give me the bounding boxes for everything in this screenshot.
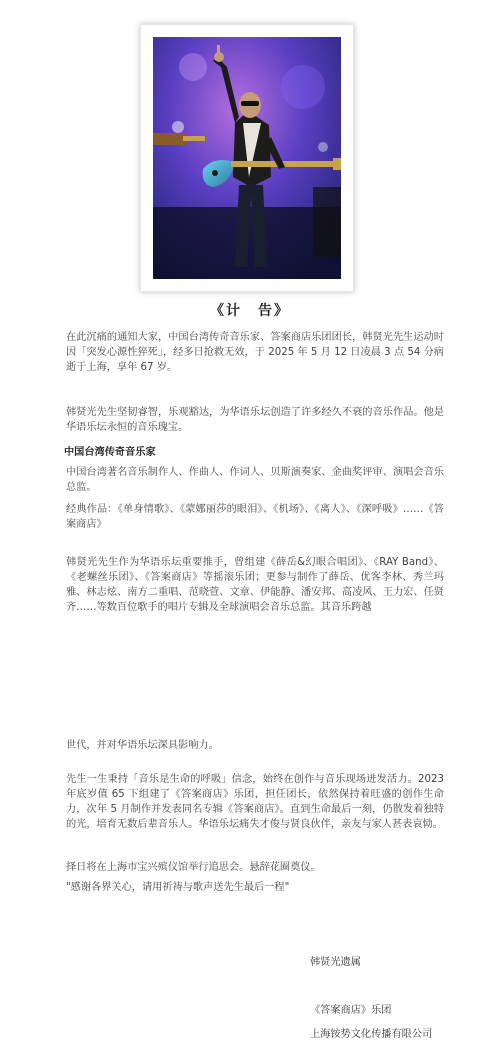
notice-paragraph-1: 在此沉痛的通知大家，中国台湾传奇音乐家、答案商店乐团团长，韩贤光先生运动时因「突发心源性猝死」，经多日抢救无效，于 2025 年 5 月 12 日凌晨 3 点 54 分病逝于上海，享年 67 岁。 (66, 332, 444, 373)
career-paragraph: 中国台湾著名音乐制作人、作曲人、作词人、贝斯演奏家、金曲奖评审、演唱会音乐总监。 (66, 467, 444, 493)
signature-family: 韩贤光遗属 (310, 957, 361, 968)
section-heading: 中国台湾传奇音乐家 (64, 447, 156, 458)
memorial-paragraph: 择日将在上海市宝兴殡仪馆举行追思会。悬辞花圈奠仪。 (66, 862, 321, 873)
works-paragraph: 经典作品：《单身情歌》、《蒙娜丽莎的眼泪》、《机场》、《离人》、《深呼吸》……《答案商店》 (66, 504, 444, 530)
page-title: 《计 告》 (210, 303, 290, 319)
influence-paragraph: 世代，并对华语乐坛深具影响力。 (66, 740, 219, 751)
life-paragraph: 先生一生秉持「音乐是生命的呼吸」信念，始终在创作与音乐现场迸发活力。2023 年底岁值 65 下组建了《答案商店》乐团，担任团长，依然保持着旺盛的创作生命力，次年 5 月制作并发表同名专辑《答案商店》。直到生命最后一刻，仍散发着独特的光，培育无数后辈音乐人。华语乐坛痛失才俊与贤良伙伴，亲友与家人甚表哀恸。 (66, 774, 444, 830)
closing-quote: "感谢各界关心，请用祈祷与歌声送先生最后一程" (66, 882, 290, 893)
musician-photo (153, 37, 341, 279)
tribute-paragraph: 韩贤光先生坚韧睿智，乐观豁达，为华语乐坛创造了许多经久不衰的音乐作品。他是华语乐坛永恒的音乐瑰宝。 (66, 407, 444, 433)
bands-paragraph: 韩贤光先生作为华语乐坛重要推手，曾组建《薛岳&幻眼合唱团》、《RAY Band》、《老螺丝乐团》、《答案商店》等摇滚乐团；更参与制作了薛岳、优客李林、秀兰玛雅、林志炫、南方二重唱、范晓萱、文章、伊能静、潘安邦、高凌风、王力宏、任贤齐……等数百位歌手的唱片专辑及全球演唱会音乐总监。其音乐跨越 (66, 557, 444, 613)
signature-company: 上海铵势文化传播有限公司 (310, 1029, 433, 1040)
portrait-photo-frame (140, 24, 354, 292)
signature-band: 《答案商店》乐团 (310, 1005, 392, 1016)
